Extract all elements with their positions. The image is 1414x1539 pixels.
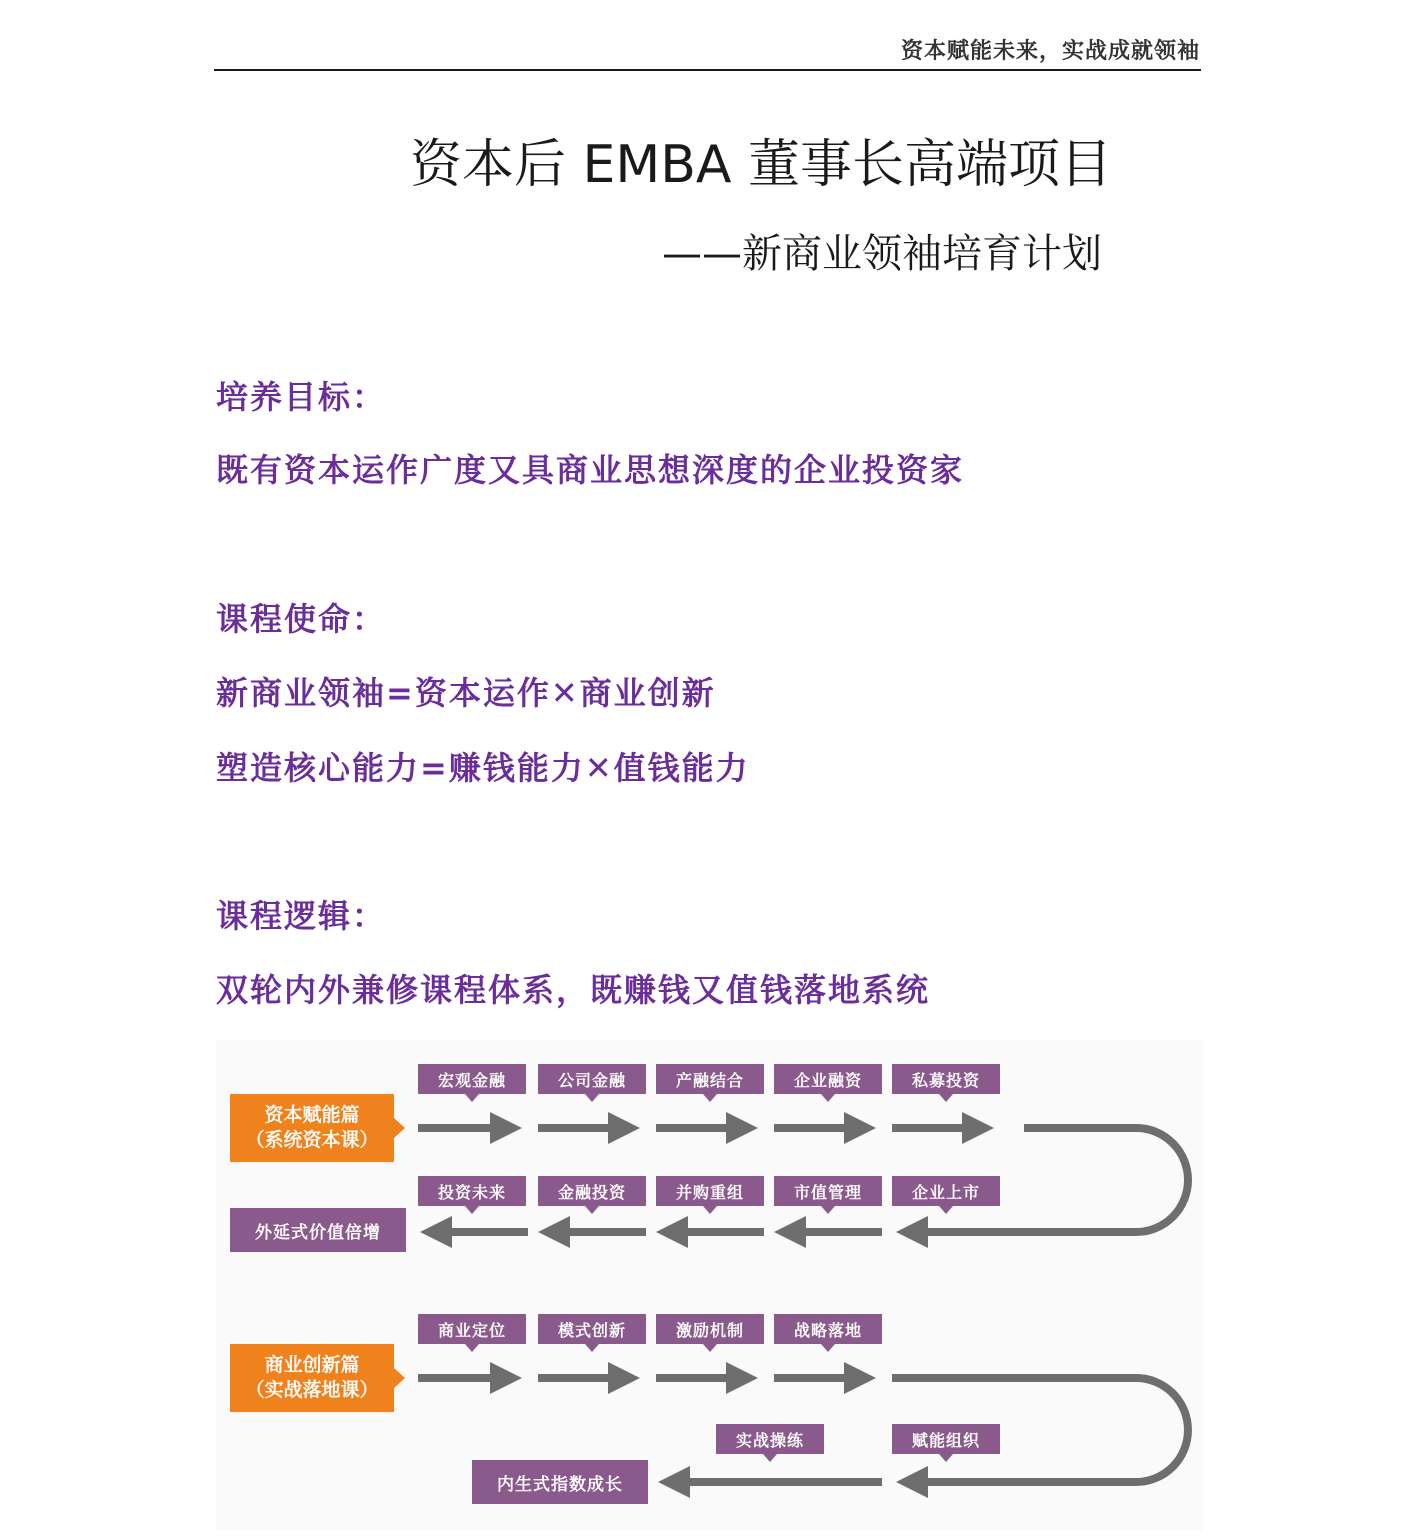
- header-divider: [214, 69, 1201, 71]
- topic-tag: 赋能组织: [892, 1424, 1000, 1454]
- topic-tag: 企业上市: [892, 1176, 1000, 1206]
- topic-tag: 投资未来: [418, 1176, 526, 1206]
- topic-tag: 公司金融: [538, 1064, 646, 1094]
- goal-text: 既有资本运作广度又具商业思想深度的企业投资家: [216, 451, 965, 489]
- main-title: 资本后 EMBA 董事长高端项目: [410, 135, 1113, 195]
- capital-label-title: 资本赋能篇: [264, 1104, 360, 1126]
- sub-title: ——新商业领袖培育计划: [662, 231, 1102, 277]
- course-flow-diagram: [216, 1040, 1204, 1530]
- topic-tag: 企业融资: [774, 1064, 882, 1094]
- mission-line-2: 塑造核心能力=赚钱能力✕值钱能力: [216, 749, 750, 787]
- topic-tag: 实战操练: [716, 1424, 824, 1454]
- business-module-label: [230, 1344, 394, 1412]
- goal-heading: 培养目标：: [216, 378, 387, 416]
- topic-tag: 商业定位: [418, 1314, 526, 1344]
- topic-tag: 激励机制: [656, 1314, 764, 1344]
- capital-module-label: [230, 1094, 394, 1162]
- topic-tag: 并购重组: [656, 1176, 764, 1206]
- topic-tag: 私募投资: [892, 1064, 1000, 1094]
- mission-heading: 课程使命：: [216, 600, 387, 638]
- topic-tag: 市值管理: [774, 1176, 882, 1206]
- topic-tag: 宏观金融: [418, 1064, 526, 1094]
- business-result: 内生式指数成长: [472, 1460, 648, 1504]
- topic-tag: 产融结合: [656, 1064, 764, 1094]
- topic-tag: 战略落地: [774, 1314, 882, 1344]
- topic-tag: 金融投资: [538, 1176, 646, 1206]
- logic-text: 双轮内外兼修课程体系，既赚钱又值钱落地系统: [216, 971, 931, 1009]
- capital-result: 外延式价值倍增: [230, 1208, 406, 1252]
- logic-heading: 课程逻辑：: [216, 897, 387, 935]
- mission-line-1: 新商业领袖=资本运作✕商业创新: [216, 674, 716, 712]
- header-slogan: 资本赋能未来，实战成就领袖: [900, 39, 1200, 64]
- business-label-title: 商业创新篇: [264, 1354, 360, 1376]
- topic-tag: 模式创新: [538, 1314, 646, 1344]
- capital-label-subtitle: （系统资本课）: [245, 1129, 379, 1151]
- business-label-subtitle: （实战落地课）: [245, 1379, 379, 1401]
